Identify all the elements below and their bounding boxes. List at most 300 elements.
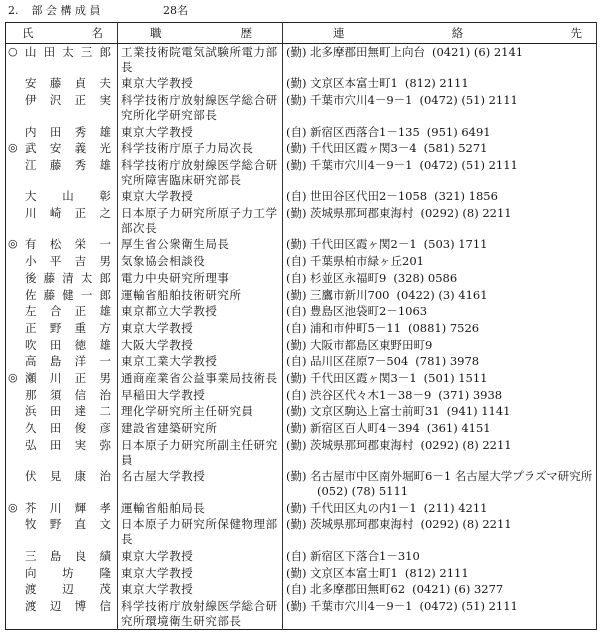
address: 新宿区下落合1－310 bbox=[310, 548, 420, 563]
contact-cell bbox=[283, 320, 597, 337]
name-cell bbox=[6, 548, 118, 565]
contact-cell bbox=[283, 337, 597, 354]
name-cell bbox=[6, 353, 118, 370]
member-name: 芥 川 輝 孝 bbox=[25, 500, 111, 515]
contact-text bbox=[310, 141, 593, 156]
contact-type: (勤) bbox=[286, 206, 307, 221]
career-cell: 名古屋大学教授 bbox=[118, 468, 283, 499]
phone-number: (0472) (51) 2111 bbox=[419, 93, 518, 108]
name-cell bbox=[6, 124, 118, 141]
member-name: 佐 藤 健 一 郎 bbox=[25, 287, 111, 302]
contact-cell bbox=[283, 565, 597, 582]
contact-type: (勤) bbox=[286, 421, 307, 436]
contact-text bbox=[310, 438, 593, 453]
header-row bbox=[6, 23, 597, 44]
career-cell: 工業技術院電気試験所電力部長 bbox=[118, 44, 283, 76]
contact-type: (自) bbox=[286, 548, 307, 563]
table-row bbox=[6, 287, 597, 304]
role-mark bbox=[8, 76, 21, 91]
contact-wrap bbox=[286, 582, 593, 597]
address: 千葉市穴川4－9－1 bbox=[310, 157, 413, 172]
table-row bbox=[6, 437, 597, 468]
name-wrap bbox=[8, 371, 111, 386]
member-name: 高 島 洋 一 bbox=[25, 354, 111, 369]
member-name: 後 藤 清 太 郎 bbox=[25, 270, 111, 285]
table-row bbox=[6, 44, 597, 76]
phone-number: (328) 0586 bbox=[393, 270, 458, 285]
career-cell: 日本原子力研究所副主任研究員 bbox=[118, 437, 283, 468]
address: 茨城県那珂郡東海村 bbox=[310, 517, 414, 532]
member-name: 瀬 川 正 男 bbox=[25, 371, 111, 386]
phone-number: (0422) (3) 4161 bbox=[396, 287, 488, 302]
table-body bbox=[6, 44, 597, 630]
contact-wrap bbox=[286, 371, 593, 386]
contact-cell bbox=[283, 598, 597, 630]
contact-type: (勤) bbox=[286, 598, 307, 613]
contact-cell bbox=[283, 516, 597, 547]
address: 千葉市穴川4－9－1 bbox=[310, 598, 413, 613]
table-header bbox=[6, 23, 597, 44]
member-name: 小 平 吉 男 bbox=[25, 254, 111, 269]
contact-wrap bbox=[286, 304, 593, 319]
name-wrap bbox=[8, 421, 111, 436]
contact-wrap bbox=[286, 76, 593, 91]
name-wrap bbox=[8, 93, 111, 108]
contact-text bbox=[310, 566, 593, 581]
contact-cell bbox=[283, 44, 597, 76]
contact-text bbox=[310, 321, 593, 336]
contact-type: (勤) bbox=[286, 337, 307, 352]
name-cell bbox=[6, 565, 118, 582]
contact-text bbox=[310, 93, 593, 108]
member-name: 伏 見 康 治 bbox=[25, 469, 111, 484]
contact-cell bbox=[283, 75, 597, 92]
member-name: 武 安 義 光 bbox=[25, 141, 111, 156]
phone-number: (812) 2111 bbox=[404, 76, 469, 91]
name-cell bbox=[6, 437, 118, 468]
address: 北多摩郡田無町上向台 bbox=[310, 45, 425, 59]
contact-type: (自) bbox=[286, 254, 307, 269]
table-row bbox=[6, 157, 597, 188]
table-row bbox=[6, 565, 597, 582]
role-mark bbox=[8, 517, 21, 532]
header-contact-label: 連 絡 先 bbox=[333, 26, 582, 40]
name-wrap bbox=[8, 254, 111, 269]
contact-wrap bbox=[286, 599, 593, 614]
contact-text bbox=[310, 421, 593, 436]
contact-type: (勤) bbox=[286, 404, 307, 419]
name-wrap bbox=[8, 599, 111, 614]
name-cell bbox=[6, 188, 118, 205]
role-mark bbox=[8, 566, 21, 581]
phone-number: (321) 1856 bbox=[434, 189, 498, 204]
address: 名古屋市中区南外堀町6－1 名古屋大学プラズマ研究所 bbox=[310, 469, 593, 484]
role-mark bbox=[8, 582, 21, 597]
address: 新宿区西落合1－135 bbox=[310, 124, 420, 139]
role-mark bbox=[8, 158, 21, 173]
career-cell: 科学技術庁放射線医学総合研究所化学研究部長 bbox=[118, 92, 283, 123]
phone-number: (0292) (8) 2211 bbox=[420, 437, 512, 452]
role-mark bbox=[8, 93, 21, 108]
contact-cell bbox=[283, 468, 597, 499]
phone-number: (581) 5271 bbox=[423, 141, 488, 156]
member-name: 安 藤 貞 夫 bbox=[25, 76, 111, 91]
member-name: 正 野 重 方 bbox=[25, 320, 111, 335]
contact-type: (自) bbox=[286, 387, 307, 402]
contact-text bbox=[310, 549, 593, 564]
contact-text bbox=[310, 76, 593, 91]
contact-wrap bbox=[286, 354, 593, 369]
career-cell: 東京大学教授 bbox=[118, 565, 283, 582]
contact-type: (勤) bbox=[286, 517, 307, 532]
name-wrap bbox=[8, 237, 111, 252]
contact-type: (自) bbox=[286, 354, 307, 369]
contact-type: (勤) bbox=[286, 157, 307, 172]
contact-cell bbox=[283, 353, 597, 370]
role-mark bbox=[8, 388, 21, 403]
contact-wrap bbox=[286, 93, 593, 108]
name-wrap bbox=[8, 501, 111, 516]
name-cell bbox=[6, 75, 118, 92]
contact-text bbox=[310, 388, 593, 403]
table-row bbox=[6, 548, 597, 565]
contact-type: (勤) bbox=[286, 287, 307, 302]
address: 千葉県柏市緑ヶ丘201 bbox=[310, 254, 424, 269]
career-cell: 厚生省公衆衛生局長 bbox=[118, 236, 283, 253]
career-cell: 東京大学教授 bbox=[118, 548, 283, 565]
section-number: 2. bbox=[8, 4, 19, 17]
career-cell: 通商産業省公益事業局技術長 bbox=[118, 370, 283, 387]
contact-cell bbox=[283, 92, 597, 123]
role-mark: ◎ bbox=[8, 371, 18, 385]
contact-text bbox=[310, 45, 593, 60]
contact-cell bbox=[283, 370, 597, 387]
name-cell bbox=[6, 44, 118, 76]
contact-wrap bbox=[286, 388, 593, 403]
contact-cell bbox=[283, 124, 597, 141]
contact-cell bbox=[283, 581, 597, 598]
section-title: 部 会 構 成 員 bbox=[31, 4, 101, 17]
contact-type: (勤) bbox=[286, 469, 307, 484]
phone-number: (361) 4151 bbox=[426, 421, 491, 436]
name-cell bbox=[6, 92, 118, 123]
address: 豊島区池袋町2－1063 bbox=[310, 304, 428, 319]
contact-type: (勤) bbox=[286, 565, 307, 580]
address: 千代田区霞ヶ関3－1 bbox=[310, 371, 417, 386]
phone-number: (0292) (8) 2211 bbox=[420, 517, 512, 532]
role-mark bbox=[8, 421, 21, 436]
name-wrap bbox=[8, 354, 111, 369]
career-cell: 理化学研究所主任研究員 bbox=[118, 403, 283, 420]
contact-text bbox=[310, 599, 593, 614]
member-name: 三 島 良 績 bbox=[25, 548, 111, 563]
contact-wrap bbox=[286, 421, 593, 436]
address: 世田谷区代田2－1058 bbox=[310, 189, 428, 204]
contact-type: (勤) bbox=[286, 76, 307, 91]
contact-text bbox=[310, 404, 593, 419]
contact-cell bbox=[283, 236, 597, 253]
name-cell bbox=[6, 303, 118, 320]
contact-type: (勤) bbox=[286, 93, 307, 108]
career-cell: 東京大学教授 bbox=[118, 581, 283, 598]
name-cell bbox=[6, 516, 118, 547]
table-row bbox=[6, 598, 597, 630]
member-table bbox=[5, 22, 597, 630]
member-name: 久 田 俊 彦 bbox=[25, 421, 111, 436]
contact-wrap bbox=[286, 321, 593, 336]
name-wrap bbox=[8, 404, 111, 419]
contact-text bbox=[310, 582, 593, 597]
career-cell: 気象協会相談役 bbox=[118, 253, 283, 270]
name-cell bbox=[6, 387, 118, 404]
name-wrap bbox=[8, 125, 111, 140]
contact-wrap bbox=[286, 469, 593, 498]
address: 文京区本富士町1 bbox=[310, 76, 398, 91]
name-cell bbox=[6, 287, 118, 304]
address: 新宿区百人町4－394 bbox=[310, 421, 420, 436]
contact-text bbox=[310, 125, 593, 140]
contact-cell bbox=[283, 403, 597, 420]
contact-wrap bbox=[286, 288, 593, 303]
contact-type: (勤) bbox=[286, 500, 307, 515]
section-heading bbox=[8, 3, 188, 19]
contact-wrap bbox=[286, 158, 593, 173]
name-wrap bbox=[8, 469, 111, 484]
table-row bbox=[6, 188, 597, 205]
phone-number: (371) 3938 bbox=[438, 387, 503, 402]
member-name: 大 山 彰 bbox=[25, 189, 111, 204]
name-cell bbox=[6, 403, 118, 420]
name-wrap bbox=[8, 338, 111, 353]
phone-number: (812) 2111 bbox=[404, 565, 469, 580]
phone-number: (503) 1711 bbox=[423, 237, 488, 252]
contact-wrap bbox=[286, 125, 593, 140]
career-cell: 運輸省船舶技術研究所 bbox=[118, 287, 283, 304]
member-count: 28名 bbox=[163, 4, 188, 17]
name-wrap bbox=[8, 582, 111, 597]
contact-type: (勤) bbox=[286, 141, 307, 156]
career-cell: 運輸省船舶局長 bbox=[118, 500, 283, 517]
contact-wrap bbox=[286, 566, 593, 581]
career-cell: 科学技術庁放射線医学総合研究所環境衛生研究部長 bbox=[118, 598, 283, 630]
member-name: 浜 田 達 二 bbox=[25, 404, 111, 419]
name-cell bbox=[6, 337, 118, 354]
role-mark bbox=[8, 206, 21, 221]
address: 茨城県那珂郡東海村 bbox=[310, 437, 414, 452]
name-cell bbox=[6, 270, 118, 287]
contact-text bbox=[310, 469, 593, 498]
contact-wrap bbox=[286, 206, 593, 221]
table-row bbox=[6, 516, 597, 547]
career-cell: 東京大学教授 bbox=[118, 320, 283, 337]
contact-type: (勤) bbox=[286, 45, 307, 59]
member-name: 牧 野 直 文 bbox=[25, 517, 111, 532]
contact-type: (自) bbox=[286, 124, 307, 139]
role-mark bbox=[8, 404, 21, 419]
table-row bbox=[6, 205, 597, 236]
contact-wrap bbox=[286, 438, 593, 453]
header-name-label: 氏 名 bbox=[22, 26, 103, 40]
contact-text bbox=[310, 338, 593, 353]
contact-text bbox=[310, 354, 593, 369]
role-mark bbox=[8, 549, 21, 564]
contact-text bbox=[310, 304, 593, 319]
address: 浦和市仲町5－11 bbox=[310, 320, 401, 335]
header-name bbox=[6, 23, 118, 44]
contact-cell bbox=[283, 437, 597, 468]
name-wrap bbox=[8, 321, 111, 336]
member-name: 向 坊 隆 bbox=[25, 565, 111, 580]
address: 大阪市都島区東野田町9 bbox=[310, 337, 433, 352]
phone-number: (0472) (51) 2111 bbox=[419, 157, 518, 172]
table-row bbox=[6, 124, 597, 141]
contact-cell bbox=[283, 253, 597, 270]
name-wrap bbox=[8, 271, 111, 286]
career-cell: 科学技術庁放射線医学総合研究所障害臨床研究部長 bbox=[118, 157, 283, 188]
name-cell bbox=[6, 581, 118, 598]
career-cell: 東京工業大学教授 bbox=[118, 353, 283, 370]
address: 三鷹市新川700 bbox=[310, 287, 390, 302]
table-row bbox=[6, 320, 597, 337]
contact-wrap bbox=[286, 237, 593, 252]
contact-wrap bbox=[286, 501, 593, 516]
name-wrap bbox=[8, 158, 111, 173]
phone-number: (781) 3978 bbox=[415, 354, 480, 369]
contact-cell bbox=[283, 270, 597, 287]
address: 文京区本富士町1 bbox=[310, 565, 398, 580]
table-row bbox=[6, 75, 597, 92]
member-name: 内 田 秀 雄 bbox=[25, 124, 111, 139]
table-row bbox=[6, 270, 597, 287]
career-cell: 日本原子力研究所保健物理部長 bbox=[118, 516, 283, 547]
contact-type: (自) bbox=[286, 320, 307, 335]
contact-wrap bbox=[286, 189, 593, 204]
career-cell: 東京都立大学教授 bbox=[118, 303, 283, 320]
name-cell bbox=[6, 370, 118, 387]
member-name: 渡 辺 茂 bbox=[25, 582, 111, 597]
name-wrap bbox=[8, 517, 111, 532]
address: 千代田区丸の内1－1 bbox=[310, 500, 417, 515]
name-wrap bbox=[8, 388, 111, 403]
member-name: 伊 沢 正 実 bbox=[25, 93, 111, 108]
name-wrap bbox=[8, 206, 111, 221]
role-mark bbox=[8, 189, 21, 204]
career-cell: 早稲田大学教授 bbox=[118, 387, 283, 404]
name-wrap bbox=[8, 288, 111, 303]
address: 杉並区永福町9 bbox=[310, 270, 387, 285]
table-row bbox=[6, 303, 597, 320]
contact-text bbox=[310, 371, 593, 386]
member-name: 左 合 正 雄 bbox=[25, 304, 111, 319]
career-cell: 建設省建築研究所 bbox=[118, 420, 283, 437]
member-name: 川 崎 正 之 bbox=[25, 206, 111, 221]
name-wrap bbox=[8, 566, 111, 581]
contact-wrap bbox=[286, 141, 593, 156]
contact-text bbox=[310, 254, 593, 269]
member-name: 那 須 信 治 bbox=[25, 387, 111, 402]
phone-number: (0421) (6) 2141 bbox=[432, 45, 524, 59]
name-wrap bbox=[8, 141, 111, 156]
member-name: 渡 辺 博 信 bbox=[25, 598, 111, 613]
contact-text bbox=[310, 517, 593, 532]
contact-wrap bbox=[286, 338, 593, 353]
contact-text bbox=[310, 271, 593, 286]
career-cell: 東京大学教授 bbox=[118, 124, 283, 141]
role-mark bbox=[8, 304, 21, 319]
address: 千葉市穴川4－9－1 bbox=[310, 93, 413, 108]
contact-text bbox=[310, 288, 593, 303]
contact-type: (自) bbox=[286, 270, 307, 285]
role-mark: ○ bbox=[8, 45, 18, 58]
contact-type: (自) bbox=[286, 304, 307, 319]
contact-cell bbox=[283, 548, 597, 565]
name-cell bbox=[6, 205, 118, 236]
phone-number: (501) 1511 bbox=[423, 371, 488, 386]
table-row bbox=[6, 353, 597, 370]
name-wrap bbox=[8, 76, 111, 91]
address: 千代田区霞ヶ関3－4 bbox=[310, 141, 417, 156]
header-career-label: 職 歴 bbox=[150, 26, 252, 40]
phone-number: (0472) (51) 2111 bbox=[419, 598, 518, 613]
phone-number: (211) 4211 bbox=[423, 500, 488, 515]
name-wrap bbox=[8, 189, 111, 204]
role-mark bbox=[8, 125, 21, 140]
table-row bbox=[6, 581, 597, 598]
role-mark bbox=[8, 599, 21, 614]
phone-number: (0881) 7526 bbox=[407, 320, 480, 335]
name-cell bbox=[6, 140, 118, 157]
header-contact bbox=[283, 23, 597, 44]
contact-type: (勤) bbox=[286, 371, 307, 386]
career-cell: 科学技術庁原子力局次長 bbox=[118, 140, 283, 157]
contact-type: (自) bbox=[286, 582, 307, 597]
contact-wrap bbox=[286, 404, 593, 419]
contact-wrap bbox=[286, 549, 593, 564]
name-cell bbox=[6, 420, 118, 437]
phone-number: (052) (78) 5111 bbox=[317, 483, 409, 498]
address: 茨城県那珂郡東海村 bbox=[310, 206, 414, 221]
contact-text bbox=[310, 237, 593, 252]
table-row bbox=[6, 420, 597, 437]
table-row bbox=[6, 370, 597, 387]
contact-type: (自) bbox=[286, 189, 307, 204]
name-wrap bbox=[8, 438, 111, 453]
contact-type: (勤) bbox=[286, 437, 307, 452]
member-name: 吹 田 徳 雄 bbox=[25, 337, 111, 352]
address: 文京区駒込上富士前町31 bbox=[310, 404, 440, 419]
contact-wrap bbox=[286, 254, 593, 269]
career-cell: 大阪大学教授 bbox=[118, 337, 283, 354]
name-cell bbox=[6, 253, 118, 270]
table-row bbox=[6, 140, 597, 157]
address: 北多摩郡田無町62 bbox=[310, 582, 406, 597]
contact-type: (勤) bbox=[286, 237, 307, 252]
address: 品川区荏原7－504 bbox=[310, 354, 409, 369]
career-cell: 東京大学教授 bbox=[118, 75, 283, 92]
contact-cell bbox=[283, 287, 597, 304]
table-row bbox=[6, 468, 597, 499]
contact-wrap bbox=[286, 271, 593, 286]
role-mark bbox=[8, 338, 21, 353]
name-wrap bbox=[8, 304, 111, 319]
name-cell bbox=[6, 236, 118, 253]
role-mark bbox=[8, 271, 21, 286]
member-name: 山 田 太 三 郎 bbox=[25, 45, 111, 59]
table-row bbox=[6, 387, 597, 404]
contact-cell bbox=[283, 500, 597, 517]
role-mark: ◎ bbox=[8, 500, 18, 514]
name-wrap bbox=[8, 45, 111, 60]
